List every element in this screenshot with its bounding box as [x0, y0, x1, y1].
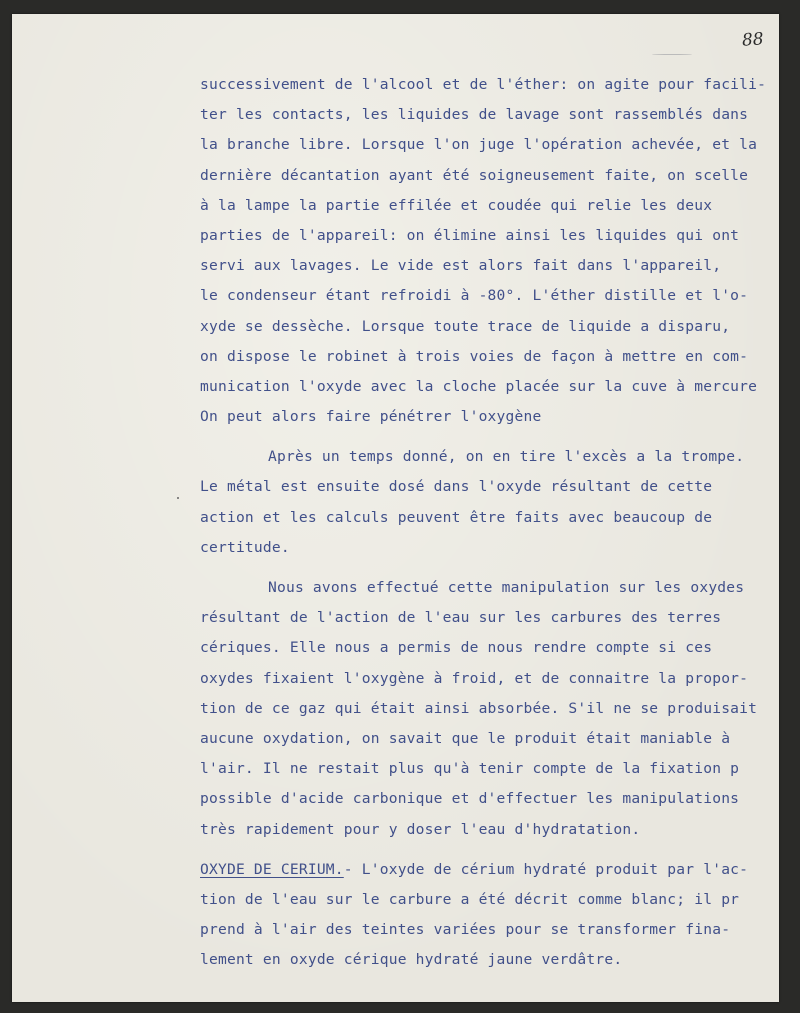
text-line: tion de l'eau sur le carbure a été décrit comme blanc; il pr [200, 890, 740, 908]
text-line [200, 855, 780, 885]
section-heading: OXYDE DE CERIUM. [200, 860, 344, 878]
text-line: prend à l'air des teintes variées pour se transformer fina- [200, 921, 731, 939]
page-number: 88 [741, 29, 765, 51]
text-line: Après un temps donné, on en tire l'excès a la trompe. [268, 448, 745, 466]
text-line: Le métal est ensuite dosé dans l'oxyde résultant de cette [200, 478, 713, 496]
paper-mark [652, 54, 692, 55]
text-line: On peut alors faire pénétrer l'oxygène [200, 408, 542, 426]
text-line: successivement de l'alcool et de l'éther: on agite pour facili- [200, 76, 767, 93]
text-line: possible d'acide carbonique et d'effectuer les manipulations [200, 790, 740, 808]
heading-continuation: - L'oxyde de cérium hydraté produit par l'ac- [343, 860, 749, 878]
text-line: lement en oxyde cérique hydraté jaune verdâtre. [200, 951, 623, 969]
text-line: servi aux lavages. Le vide est alors fait dans l'appareil, [200, 257, 722, 275]
text-line: résultant de l'action de l'eau sur les carbures des terres [200, 609, 722, 627]
text-line: parties de l'appareil: on élimine ainsi les liquides qui ont [200, 226, 740, 244]
text-line: à la lampe la partie effilée et coudée qui relie les deux [200, 196, 713, 214]
text-line: aucune oxydation, on savait que le produit était maniable à [200, 729, 731, 747]
text-line: le condenseur étant refroidi à -80°. L'éther distille et l'o- [200, 287, 749, 305]
paragraph-2 [200, 442, 780, 563]
text-line: l'air. Il ne restait plus qu'à tenir compte de la fixation p [200, 760, 740, 778]
paragraph-4 [200, 855, 780, 976]
paper-speck [177, 497, 179, 499]
paragraph-1 [200, 70, 780, 432]
text-line: ter les contacts, les liquides de lavage sont rassemblés dans [200, 106, 749, 124]
text-line: munication l'oxyde avec la cloche placée sur la cuve à mercure [200, 377, 758, 395]
text-line: certitude. [200, 538, 290, 556]
text-line: xyde se dessèche. Lorsque toute trace de liquide a disparu, [200, 317, 731, 335]
typed-text-body [200, 70, 780, 975]
text-line: très rapidement pour y doser l'eau d'hydratation. [200, 820, 641, 838]
text-line: cériques. Elle nous a permis de nous rendre compte si ces [200, 639, 713, 657]
text-line: dernière décantation ayant été soigneusement faite, on scelle [200, 166, 749, 184]
paragraph-3 [200, 573, 780, 845]
text-line: on dispose le robinet à trois voies de façon à mettre en com- [200, 347, 749, 365]
text-line: oxydes fixaient l'oxygène à froid, et de connaitre la propor- [200, 669, 749, 687]
text-line: la branche libre. Lorsque l'on juge l'opération achevée, et la [200, 136, 758, 154]
text-line: action et les calculs peuvent être faits avec beaucoup de [200, 508, 713, 526]
text-line: tion de ce gaz qui était ainsi absorbée. S'il ne se produisait [200, 699, 758, 717]
text-line: Nous avons effectué cette manipulation sur les oxydes [268, 579, 745, 596]
